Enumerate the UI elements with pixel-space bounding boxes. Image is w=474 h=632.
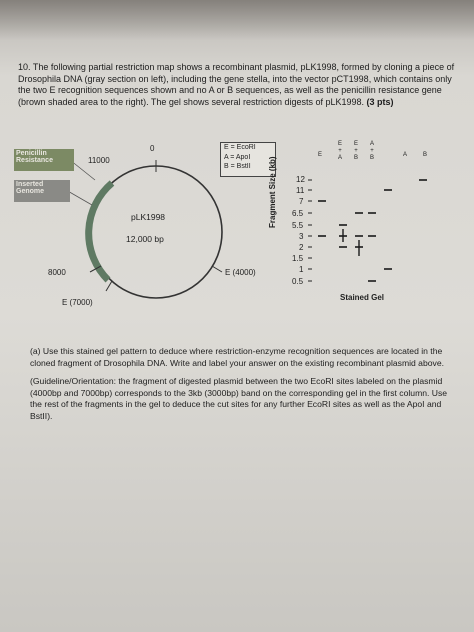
ladder-label-11: 11 — [296, 186, 305, 195]
question-points: (3 pts) — [366, 96, 394, 107]
part-a-guideline: (Guideline/Orientation: the fragment of digested plasmid between the two EcoRI sites labeled on the plasmid (4000bp and 7000bp) corresponds to the 3kb (3000bp) band on the corresponding gel in the first column. Use the rest of the fragments in the gel to deduce the cut sites for any further EcoRI sites as well as the ApoI and BstII). — [30, 376, 448, 421]
question-body: The following partial restriction map shows a recombinant plasmid, pLK1998, formed by cloning a piece of Drosophila DNA (gray section on left), including the gene stella, into the vector pCT1998, which contains only the two E recognition sequences shown and no A or B sequences, as well as the penicillin resistance gene (brown shaded area to the right). The gel shows several restriction digests of pLK1998. — [18, 62, 455, 107]
gel-caption: Stained Gel — [340, 293, 385, 302]
legend-apoi: A = ApoI — [224, 153, 251, 161]
inserted-genome-tag: Inserted Genome — [14, 180, 70, 202]
lane-header-4: A + B — [369, 141, 374, 161]
ladder-label-3: 3 — [299, 232, 304, 241]
lane-header-6: B — [423, 152, 428, 158]
part-a-block — [30, 346, 460, 430]
ladder-label-7: 7 — [299, 197, 304, 206]
penicillin-resistance-tag: Penicillin Resistance — [14, 149, 74, 171]
lane-header-3: E + B — [353, 141, 358, 161]
ladder-label-0-5: 0.5 — [292, 277, 304, 286]
insert-region-arc — [89, 183, 112, 280]
plasmid-site-e7000: E (7000) — [62, 298, 93, 307]
plasmid-site-e4000: E (4000) — [225, 268, 256, 277]
lane-header-5: A — [403, 152, 408, 158]
legend-ecori: E = EcoRI — [224, 144, 256, 151]
legend-bstii: B = BstII — [224, 163, 251, 170]
plasmid-size: 12,000 bp — [126, 234, 164, 244]
gel-axis-title: Fragment Size (kb) — [268, 156, 277, 228]
lane-header-1: E — [318, 152, 323, 158]
tick-e4000 — [212, 266, 222, 272]
plasmid-pos-11000: 11000 — [88, 156, 110, 165]
ladder-label-12: 12 — [296, 175, 305, 184]
ladder-label-1: 1 — [299, 265, 304, 274]
ladder-label-2: 2 — [299, 243, 304, 252]
plasmid-pos-8000: 8000 — [48, 268, 66, 277]
part-a-question: (a) Use this stained gel pattern to deduce where restriction-enzyme recognition sequences are located in the cloned fragment of Drosophila DNA. Write and label your answer on the existing recombinant plasmid above. — [30, 346, 444, 368]
plasmid-pos-zero: 0 — [150, 144, 155, 153]
ladder-label-1-5: 1.5 — [292, 254, 304, 263]
tick-e7000 — [106, 281, 112, 291]
question-number: 10. — [18, 62, 31, 72]
ladder-label-6-5: 6.5 — [292, 209, 304, 218]
ladder-label-5-5: 5.5 — [292, 221, 304, 230]
plasmid-name: pLK1998 — [131, 212, 166, 222]
lane-header-2: E + A — [337, 141, 342, 161]
